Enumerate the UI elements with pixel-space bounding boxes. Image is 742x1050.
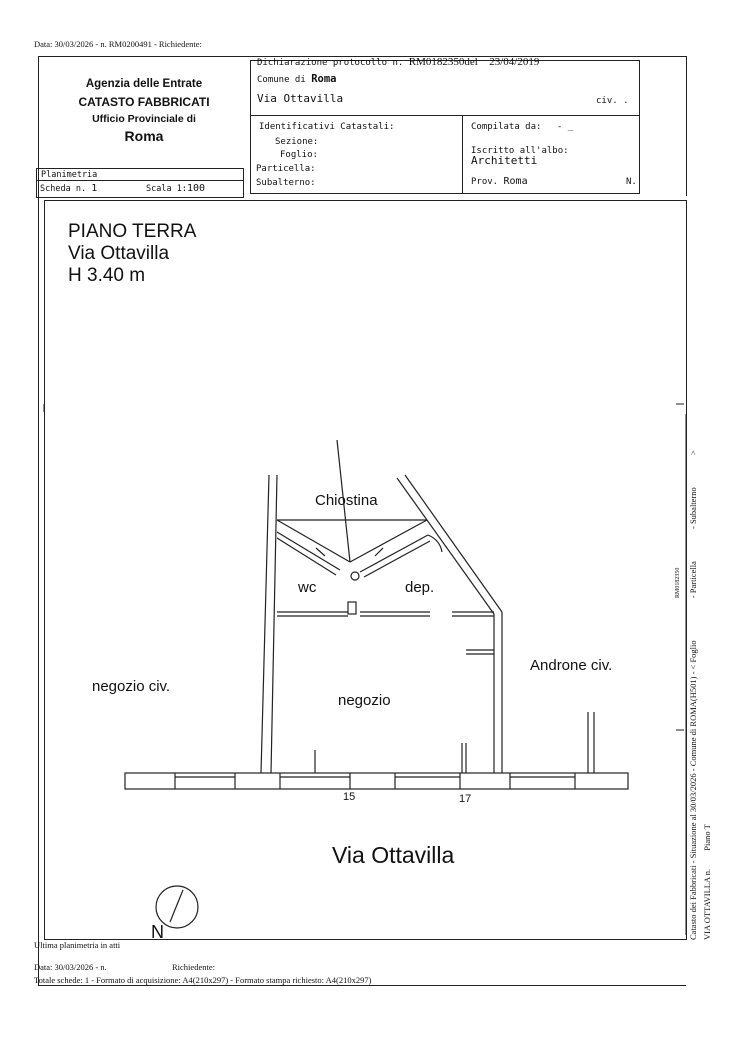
floor-title: PIANO TERRA (68, 221, 197, 242)
room-wc: wc (298, 579, 317, 596)
side-stamp: RM0182350 (675, 567, 681, 598)
catasto-title: CATASTO FABBRICATI (78, 95, 210, 109)
identifiers-title: Identificativi Catastali: (259, 122, 395, 132)
street-name: Via Ottavilla (332, 842, 455, 868)
floor-height: H 3.40 m (68, 265, 146, 286)
prov-line: Prov. Roma (471, 176, 528, 187)
room-androne: Androne civ. (530, 657, 613, 674)
civic-number-17: 17 (459, 793, 472, 805)
room-chiostina: Chiostina (315, 492, 378, 509)
floor-street: Via Ottavilla (68, 243, 170, 264)
albo-value: Architetti (471, 154, 538, 167)
declaration-line: Dichiarazione protocollo n. RM0182350del 23/04/2019 (257, 56, 540, 68)
ultima-planimetria: Ultima planimetria in atti (34, 940, 121, 950)
planimetria-label: Planimetria (41, 170, 98, 180)
front-wall (125, 773, 628, 789)
street-line: Via Ottavilla (257, 92, 344, 105)
sezione-label: Sezione: (275, 137, 319, 147)
room-negozio: negozio (338, 692, 391, 709)
iscritto-label: Iscritto all'albo: (471, 146, 569, 156)
comune-line: Comune di Roma (257, 73, 337, 85)
bottom-richiedente: Richiedente: (172, 962, 215, 972)
compilata-label: Compilata da: - _ (471, 122, 574, 132)
n-label: N. (626, 177, 637, 187)
civic-number-15: 15 (343, 791, 356, 803)
top-note: Data: 30/03/2026 - n. RM0200491 - Richiedente: (34, 39, 202, 49)
office-city: Roma (124, 128, 164, 144)
bottom-totale: Totale schede: 1 - Formato di acquisizione: A4(210x297) - Formato stampa richiesto: A4(210x297) (34, 975, 372, 985)
office-label: Ufficio Provinciale di (92, 113, 196, 125)
scheda-label: Scheda n. 1 (40, 183, 98, 194)
foglio-label: Foglio: (280, 150, 318, 160)
north-label: N (151, 922, 164, 942)
side-text-2: VIA OTTAVILLA n. Piano T (702, 824, 712, 940)
room-dep: dep. (405, 579, 435, 596)
room-negozio-civ: negozio civ. (92, 678, 171, 695)
agency-name: Agenzia delle Entrate (85, 78, 203, 90)
side-text-1: Catasto dei Fabbricati - Situazione al 30/03/2026 - Comune di ROMA(H501) - < Foglio - Particella - Subalterno > (688, 450, 698, 940)
scala-label: Scala 1:100 (146, 183, 206, 194)
civ-label: civ. . (596, 96, 629, 106)
particella-label: Particella: (256, 164, 316, 174)
subalterno-label: Subalterno: (256, 178, 316, 188)
bottom-data: Data: 30/03/2026 - n. (34, 962, 107, 972)
